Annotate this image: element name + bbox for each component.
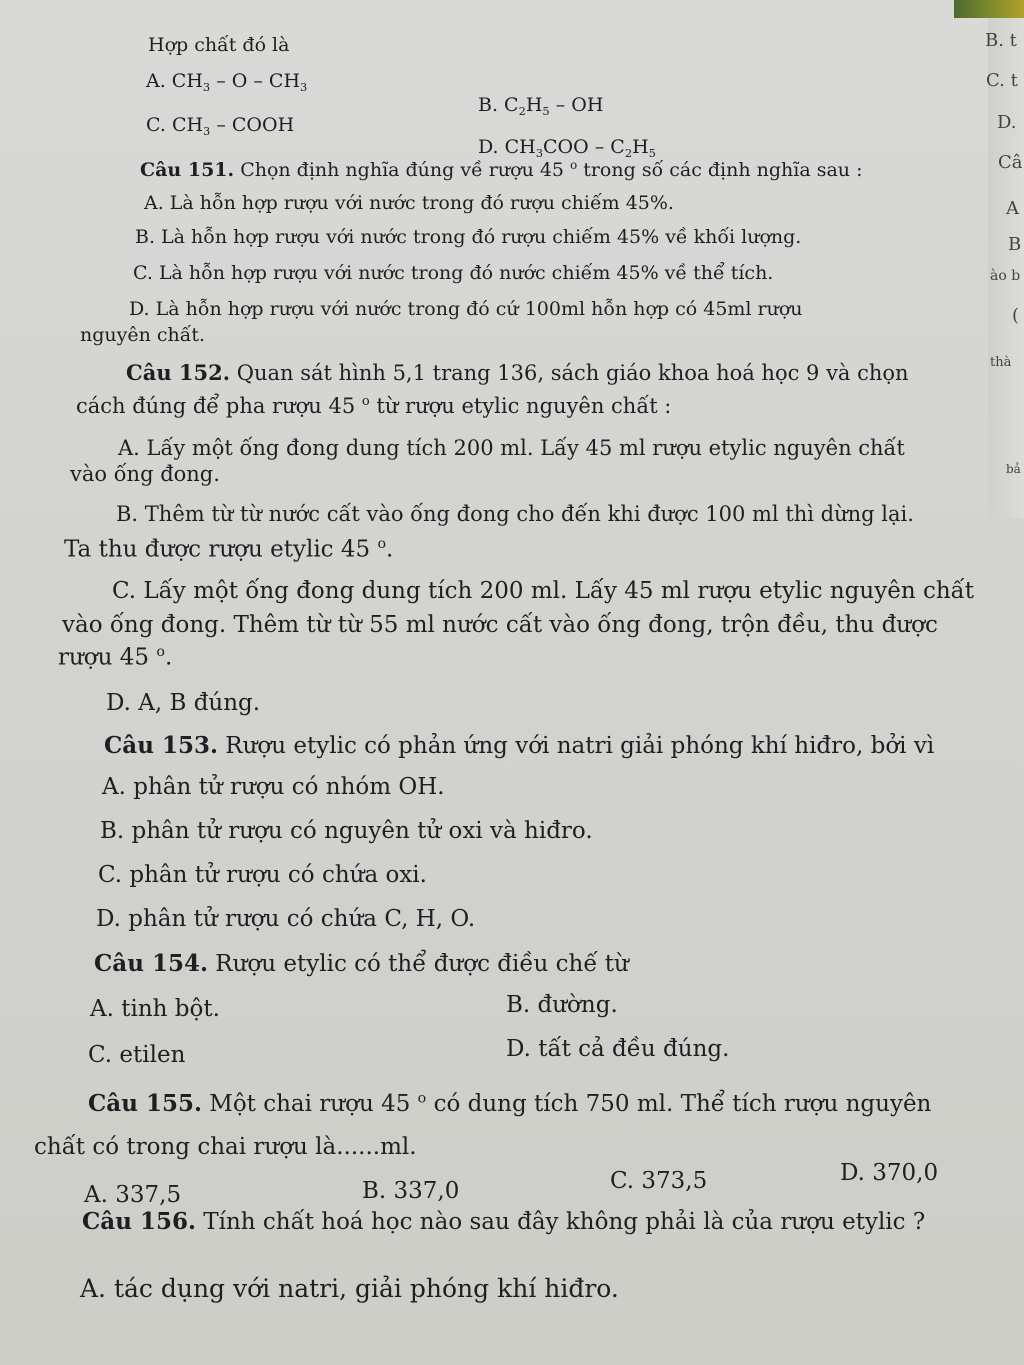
option-153-c: C. phân tử rượu có chứa oxi. — [98, 862, 427, 888]
option-153-b: B. phân tử rượu có nguyên tử oxi và hiđro. — [100, 818, 593, 844]
option-151-d-cont: nguyên chất. — [80, 324, 206, 346]
question-152: Câu 152. Quan sát hình 5,1 trang 136, sách giáo khoa hoá học 9 và chọn — [126, 360, 909, 385]
question-155: Câu 155. Một chai rượu 45 $^o$ có dung tích 750 ml. Thể tích rượu nguyên — [88, 1090, 932, 1117]
option-155-a: A. 337,5 — [84, 1182, 182, 1208]
option-153-d: D. phân tử rượu có chứa C, H, O. — [96, 906, 476, 932]
margin-fragment: D. — [997, 112, 1017, 133]
option-156-a: A. tác dụng với natri, giải phóng khí hiđro. — [80, 1274, 619, 1303]
option-152-a: A. Lấy một ống đong dung tích 200 ml. Lấy 45 ml rượu etylic nguyên chất — [118, 436, 905, 460]
option-c: C. $CH_3$ – COOH — [146, 114, 295, 138]
option-b: B. $C_2H_5$ – OH — [478, 94, 604, 118]
option-152-c-cont: vào ống đong. Thêm từ từ 55 ml nước cất vào ống đong, trộn đều, thu được — [62, 612, 938, 638]
margin-fragment: ( — [1012, 305, 1020, 326]
margin-fragment: ào b — [990, 268, 1021, 284]
margin-fragment: thà — [990, 355, 1012, 370]
margin-fragment: B — [1008, 234, 1022, 255]
margin-fragment: bả — [1006, 462, 1021, 476]
option-154-a: A. tinh bột. — [90, 996, 220, 1022]
question-156: Câu 156. Tính chất hoá học nào sau đây không phải là của rượu etylic ? — [82, 1208, 926, 1235]
option-153-a: A. phân tử rượu có nhóm OH. — [102, 774, 445, 800]
page-corner-decoration — [954, 0, 1024, 18]
option-151-d: D. Là hỗn hợp rượu với nước trong đó cứ 100ml hỗn hợp có 45ml rượu — [129, 298, 803, 320]
option-155-c: C. 373,5 — [610, 1168, 708, 1194]
intro-line: Hợp chất đó là — [148, 34, 290, 56]
option-152-c-cont2: rượu 45 $^o$. — [58, 644, 173, 671]
question-153: Câu 153. Rượu etylic có phản ứng với natri giải phóng khí hiđro, bởi vì — [104, 732, 935, 759]
question-152-cont: cách đúng để pha rượu 45 $^o$ từ rượu etylic nguyên chất : — [76, 394, 672, 418]
question-151: Câu 151. Chọn định nghĩa đúng về rượu 45 $^o$ trong số các định nghĩa sau : — [140, 158, 863, 182]
question-155-cont: chất có trong chai rượu là......ml. — [34, 1134, 417, 1160]
option-155-d: D. 370,0 — [840, 1160, 939, 1186]
option-154-b: B. đường. — [506, 992, 618, 1018]
option-152-b-cont: Ta thu được rượu etylic 45 $^o$. — [64, 536, 394, 563]
option-152-c: C. Lấy một ống đong dung tích 200 ml. Lấy 45 ml rượu etylic nguyên chất — [112, 578, 974, 604]
option-154-d: D. tất cả đều đúng. — [506, 1036, 730, 1062]
option-d: D. $CH_3COO - C_2H_5$ — [478, 136, 656, 160]
option-155-b: B. 337,0 — [362, 1178, 460, 1204]
option-151-b: B. Là hỗn hợp rượu với nước trong đó rượu chiếm 45% về khối lượng. — [135, 226, 802, 248]
option-152-d: D. A, B đúng. — [106, 690, 261, 716]
option-154-c: C. etilen — [88, 1042, 186, 1068]
margin-fragment: Câ — [998, 152, 1023, 173]
margin-fragment: A — [1006, 198, 1019, 219]
option-151-c: C. Là hỗn hợp rượu với nước trong đó nước chiếm 45% về thể tích. — [133, 262, 774, 284]
margin-fragment: C. t — [986, 70, 1018, 91]
option-152-a-cont: vào ống đong. — [70, 462, 220, 486]
question-154: Câu 154. Rượu etylic có thể được điều chế từ — [94, 950, 629, 977]
margin-fragment: B. t — [985, 30, 1017, 51]
option-152-b: B. Thêm từ từ nước cất vào ống đong cho đến khi được 100 ml thì dừng lại. — [116, 502, 914, 526]
option-151-a: A. Là hỗn hợp rượu với nước trong đó rượu chiếm 45%. — [144, 192, 674, 214]
option-a: A. $CH_3$ – O – $CH_3$ — [146, 70, 308, 94]
